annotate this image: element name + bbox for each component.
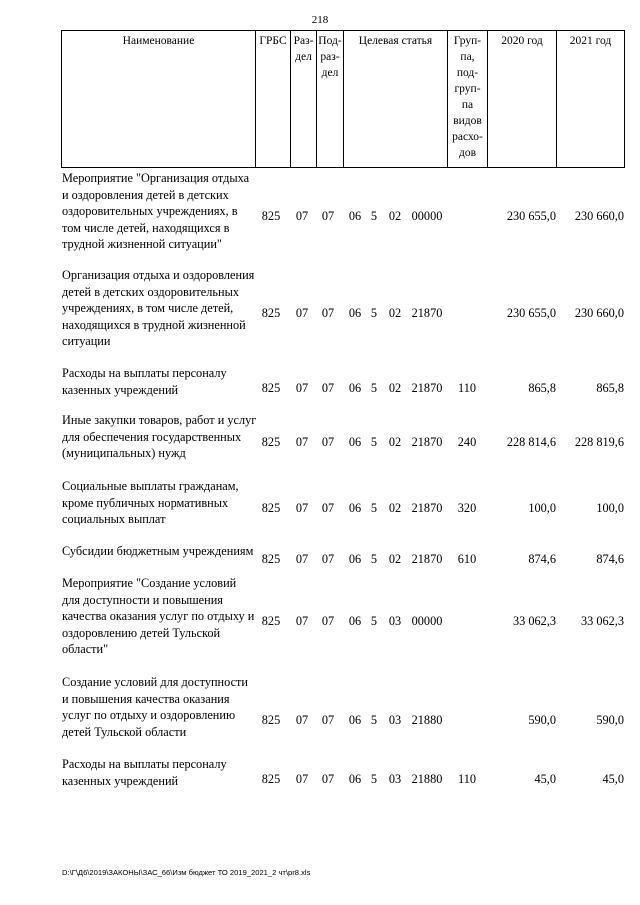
header-razdel: Раз- дел [290,30,317,168]
cell-grp: 03 [388,614,402,628]
cell-y2021: 865,8 [596,381,624,395]
cell-grbs: 825 [261,552,281,566]
cell-podrazdel: 07 [321,306,335,320]
row-name: Организация отдыха и оздоровления детей в детских оздоровительных учреждениях, в том числе детей, находящихся в трудной жизненной ситуации [62,268,255,349]
cell-razdel: 07 [295,435,309,449]
cell-prog: 06 [348,381,362,395]
cell-item: 21870 [411,306,443,320]
cell-grbs: 825 [261,209,281,223]
row-name: Создание условий для доступности и повышения качества оказания услуг по отдыху и оздоровлению детей Тульской области [62,675,249,739]
cell-vid: 110 [458,381,476,395]
cell-prog: 06 [348,209,362,223]
cell-sub: 5 [370,713,378,727]
cell-y2020: 228 814,6 [506,435,556,449]
row-name: Мероприятие "Организация отдыха и оздоровления детей в детских оздоровительных учреждениях, в том числе детей, находящихся в трудной жизненной ситуации" [62,171,250,252]
file-path-footer: D:\Г\Д6\2019\ЗАКОНЫ\ЗАС_66\Изм бюджет ТО 2019_2021_2 чт\pr8.xls [62,868,311,877]
cell-grp: 02 [388,381,402,395]
cell-podrazdel: 07 [321,614,335,628]
cell-podrazdel: 07 [321,209,335,223]
cell-prog: 06 [348,435,362,449]
cell-vid: 320 [457,501,477,515]
cell-y2021: 874,6 [596,552,624,566]
cell-y2021: 100,0 [596,501,624,515]
cell-grp: 02 [388,435,402,449]
cell-grp: 03 [388,772,402,786]
row-name: Социальные выплаты гражданам, кроме публичных нормативных социальных выплат [62,479,239,527]
cell-razdel: 07 [295,306,309,320]
header-y2021: 2021 год [556,30,625,168]
header-podrazdel: Под- раз- дел [316,30,344,168]
cell-y2020: 230 655,0 [506,209,556,223]
cell-podrazdel: 07 [321,381,335,395]
cell-sub: 5 [370,501,378,515]
header-target: Целевая статья [343,30,448,168]
cell-y2021: 33 062,3 [580,614,624,628]
cell-razdel: 07 [295,209,309,223]
cell-item: 21870 [411,501,443,515]
cell-y2021: 228 819,6 [574,435,624,449]
cell-grbs: 825 [261,306,281,320]
header-grbs: ГРБС [255,30,291,168]
cell-sub: 5 [370,772,378,786]
cell-item: 21870 [411,435,443,449]
cell-podrazdel: 07 [321,552,335,566]
cell-podrazdel: 07 [321,713,335,727]
cell-y2020: 865,8 [528,381,556,395]
cell-grbs: 825 [261,772,281,786]
cell-item: 00000 [411,209,443,223]
cell-sub: 5 [370,306,378,320]
header-name: Наименование [61,30,256,168]
cell-razdel: 07 [295,552,309,566]
row-name: Расходы на выплаты персоналу казенных учреждений [62,366,227,397]
cell-item: 00000 [411,614,443,628]
cell-grbs: 825 [261,713,281,727]
cell-podrazdel: 07 [321,435,335,449]
cell-prog: 06 [348,501,362,515]
cell-prog: 06 [348,614,362,628]
cell-y2020: 100,0 [528,501,556,515]
cell-item: 21870 [411,381,443,395]
cell-razdel: 07 [295,772,309,786]
cell-grbs: 825 [261,435,281,449]
cell-podrazdel: 07 [321,501,335,515]
cell-vid: 240 [457,435,477,449]
cell-razdel: 07 [295,501,309,515]
cell-sub: 5 [370,381,378,395]
row-name: Мероприятие "Создание условий для доступности и повышения качества оказания услуг по отдыху и оздоровлению детей Тульской области" [62,576,255,657]
cell-grp: 02 [388,501,402,515]
cell-sub: 5 [370,552,378,566]
cell-sub: 5 [370,435,378,449]
cell-y2021: 230 660,0 [574,306,624,320]
cell-razdel: 07 [295,381,309,395]
cell-y2021: 590,0 [596,713,624,727]
cell-y2020: 874,6 [528,552,556,566]
cell-vid: 110 [458,772,476,786]
cell-grbs: 825 [261,501,281,515]
cell-grp: 02 [388,306,402,320]
cell-prog: 06 [348,713,362,727]
cell-y2020: 33 062,3 [512,614,556,628]
row-name: Субсидии бюджетным учреждениям [62,544,254,558]
cell-item: 21880 [411,713,443,727]
cell-y2021: 45,0 [602,772,624,786]
header-y2020: 2020 год [487,30,557,168]
cell-grp: 03 [388,713,402,727]
cell-grbs: 825 [261,614,281,628]
page-number: 218 [311,14,329,26]
cell-grp: 02 [388,552,402,566]
cell-item: 21880 [411,772,443,786]
cell-podrazdel: 07 [321,772,335,786]
cell-grp: 02 [388,209,402,223]
cell-sub: 5 [370,209,378,223]
cell-prog: 06 [348,772,362,786]
cell-sub: 5 [370,614,378,628]
header-group: Груп- па, под- груп- па видов расхо- дов [447,30,488,168]
cell-y2020: 590,0 [528,713,556,727]
row-name: Расходы на выплаты персоналу казенных учреждений [62,757,227,788]
cell-item: 21870 [411,552,443,566]
cell-razdel: 07 [295,713,309,727]
cell-y2021: 230 660,0 [574,209,624,223]
cell-prog: 06 [348,306,362,320]
cell-vid: 610 [457,552,477,566]
cell-prog: 06 [348,552,362,566]
cell-y2020: 230 655,0 [506,306,556,320]
row-name: Иные закупки товаров, работ и услуг для обеспечения государственных (муниципальных) нужд [62,413,257,461]
cell-razdel: 07 [295,614,309,628]
cell-y2020: 45,0 [534,772,556,786]
cell-grbs: 825 [261,381,281,395]
